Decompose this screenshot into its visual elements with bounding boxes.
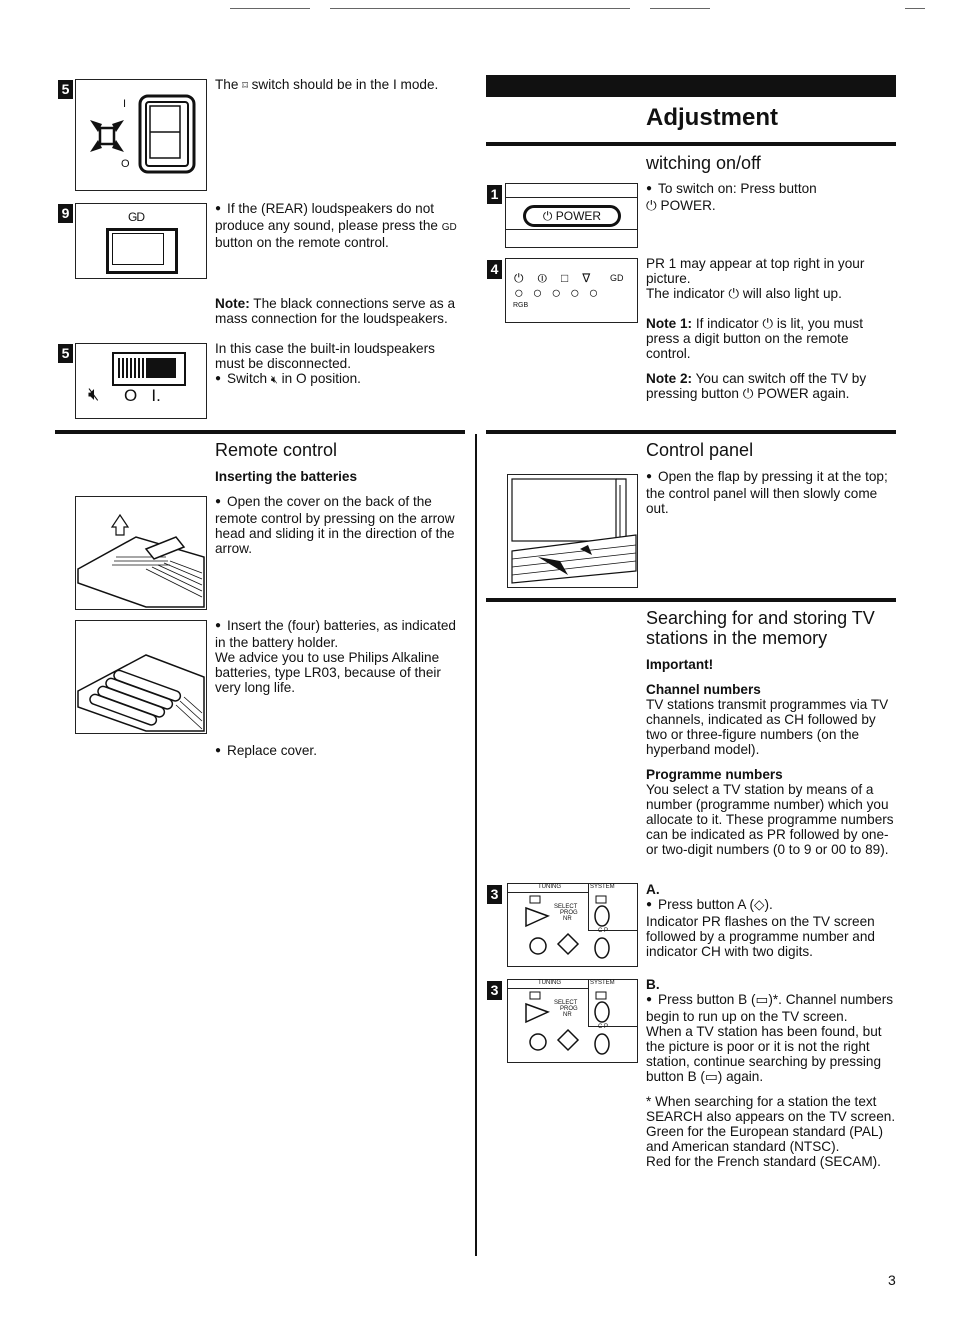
nr-label: NR [563,1012,572,1018]
speaker-switch-illustration [75,343,207,419]
battery-instruction: ● Insert the (four) batteries, as indicated in the battery holder. We advice you to use Philips Alkaline batteries, type LR03, because of their very long life. [215,618,460,695]
indicator-panel-illustration [505,258,638,323]
tv-flap-illustration [507,474,638,588]
cp-label: C P [598,928,609,934]
figure-badge-3b: 3 [487,981,502,1000]
step-b-text: B. ● Press button B (▭)*. Channel numbers begin to run up on the TV screen. When a TV station has been found, but the picture is poor or it is not the right station, continue searching by pressing button B (▭) again. * When searching for a station the text SEARCH also appears on the TV screen. Green for the European standard (PAL) and American standard (NTSC). Red for the French standard (SECAM). [646,977,896,1169]
power-inline-icon-2: ⏻ [742,386,754,401]
title-bar [486,75,896,97]
speaker-switch-label: O I. [124,386,161,405]
mode-switch-icon [76,80,206,190]
cover-instruction: ● Open the cover on the back of the remote control by pressing on the arrow head and sliding it in the direction of the arrow. [215,494,460,556]
nr-label: NR [563,916,572,922]
important-label: Important! [646,657,714,672]
select-label: SELECT [554,1000,578,1006]
channel-numbers-block: Channel numbers TV stations transmit programmes via TV channels, indicated as CH followed by two or three-figure numbers (on the hyperband model). Programme numbers You select a TV station by means of a number (programme number) which you allocate to it. These programme numbers can be indicated as PR followed by one- or two-digit numbers (0 to 9 or 00 to 89). [646,682,894,857]
title-rule [486,142,896,146]
figure-badge-5b: 5 [58,344,73,363]
system-label: SYSTEM [590,884,615,890]
rgb-label: RGB [513,302,529,309]
search-section-rule [486,598,896,602]
prog-label: PROG [560,910,578,916]
rear-speaker-illustration [75,203,207,279]
indicator-lights: ○○○○○ [514,285,608,302]
arrow-head-icon [112,515,128,535]
system-label: SYSTEM [590,980,615,986]
button-a-icon: ◇ [754,897,765,912]
switch-label-o: O [121,158,130,170]
button-b-icon: ▭ [755,992,769,1007]
rear-speaker-inline-icon: GD [441,222,457,233]
tuning-label: TUNING [538,884,561,890]
figure-badge-9: 9 [58,204,73,223]
speaker-mute-inline-icon: 🔇︎ [270,374,278,386]
indicator-icons: ⏻⏼□∇ [514,271,605,285]
remote-control-heading: Remote control [215,440,338,460]
tuning-panel-b-illustration [507,979,638,1063]
searching-heading: Searching for and storing TV stations in the memory [646,608,875,648]
speaker-mute-icon: 🔇︎ [88,384,100,404]
switch-mode-text: The ⌑ switch should be in the I mode. [215,77,439,92]
indicator-text: PR 1 may appear at top right in your picture. The indicator ⏻ will also light up. Note 1: If indicator ⏻ is lit, you must press a digit button on the remote control. Note 2: You can switch off the TV by pressing button ⏻ POWER again. [646,256,867,401]
page-title: Adjustment [646,104,778,131]
battery-illustration [75,620,207,734]
power-icon: ⏻ [542,209,553,223]
figure-badge-3a: 3 [487,885,502,904]
rear-speaker-icon: GD [128,210,144,224]
power-button-illustration [505,183,638,248]
button-b-inline-icon: ▭ [704,1069,718,1084]
cp-label: C P [598,1024,609,1030]
switch-label-i: I [123,98,127,110]
batteries-subheading: Inserting the batteries [215,469,358,484]
step-a-text: A. ● Press button A (◇). Indicator PR flashes on the TV screen followed by a programme number and indicator CH with two digits. [646,882,896,959]
control-panel-text: ● Open the flap by pressing it at the top; the control panel will then slowly come out. [646,469,896,516]
indicator-inline-icon: ⏻ [728,286,740,301]
figure-badge-1: 1 [487,185,502,204]
control-section-rule [486,430,896,434]
prog-label: PROG [560,1006,578,1012]
control-panel-heading: Control panel [646,440,754,460]
tuning-panel-a-illustration [507,883,638,967]
page-number: 3 [888,1272,896,1288]
remote-cover-illustration [75,496,207,610]
power-button: ⏻ POWER [523,205,621,227]
switch-illustration [75,79,207,191]
tuning-label: TUNING [538,980,561,986]
standby-inline-icon: ⏻ [762,316,774,331]
rgb-indicator-icon: GD [610,273,624,283]
rear-speaker-text: ● If the (REAR) loudspeakers do not produce any sound, please press the GD button on the remote control. Note: The black connections serve as a mass connection for the loudspeakers. [215,201,460,326]
remote-section-rule [55,430,465,434]
switch-on-text: ● To switch on: Press button ⏻ POWER. [646,181,896,213]
figure-badge-5a: 5 [58,80,73,99]
speaker-switch-text: In this case the built-in loudspeakers must be disconnected. ● Switch 🔇︎ in O position. [215,341,460,388]
power-inline-icon: ⏻ [646,198,657,213]
replace-cover-instruction: ● Replace cover. [215,743,460,760]
mode-switch-small-icon: ⌑ [242,80,248,92]
figure-badge-4: 4 [487,260,502,279]
switching-heading: witching on/off [646,153,761,173]
select-label: SELECT [554,904,578,910]
column-divider [475,434,477,1256]
